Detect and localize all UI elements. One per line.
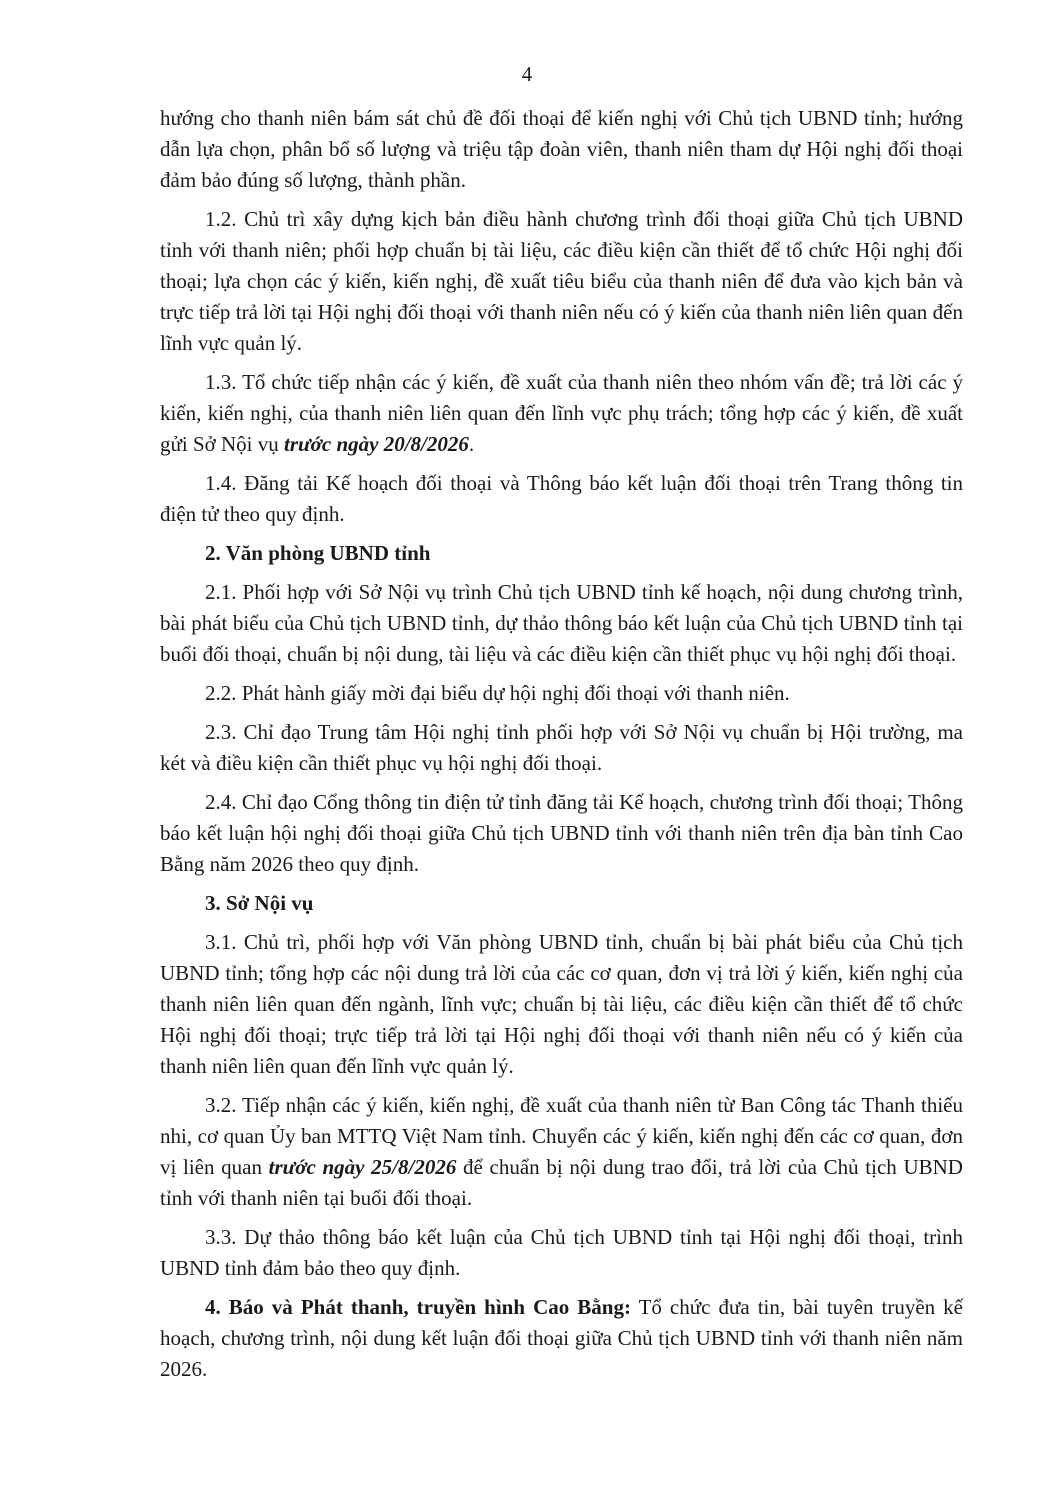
paragraph-1-3-text: 1.3. Tổ chức tiếp nhận các ý kiến, đề xuất của thanh niên theo nhóm vấn đề; trả lời các ý kiến, kiến nghị, của thanh niên liên quan đến lĩnh vực phụ trách; tổng hợp các ý kiến, đề xuất gửi Sở Nội vụ — [160, 370, 963, 456]
paragraph-2-4: 2.4. Chỉ đạo Cổng thông tin điện tử tỉnh đăng tải Kế hoạch, chương trình đối thoại; Thông báo kết luận hội nghị đối thoại giữa Chủ tịch UBND tỉnh với thanh niên trên địa bàn tỉnh Cao Bằng năm 2026 theo quy định. — [160, 790, 963, 876]
section-heading-3: 3. Sở Nội vụ — [205, 891, 314, 915]
paragraph-3-2-text: 3.2. Tiếp nhận các ý kiến, kiến nghị, đề xuất của thanh niên từ Ban Công tác Thanh thiếu nhi, cơ quan Ủy ban MTTQ Việt Nam tỉnh. Chuyển các ý kiến, kiến nghị đến các cơ quan, đơn vị liên quan — [160, 1093, 963, 1179]
paragraph-1-3-end: . — [468, 432, 475, 456]
section-heading-4: 4. Báo và Phát thanh, truyền hình Cao Bằng: — [205, 1295, 631, 1319]
document-body — [160, 103, 963, 1393]
paragraph-2-1: 2.1. Phối hợp với Sở Nội vụ trình Chủ tịch UBND tỉnh kế hoạch, nội dung chương trình, bài phát biểu của Chủ tịch UBND tỉnh, dự thảo thông báo kết luận của Chủ tịch UBND tỉnh tại buổi đối thoại, chuẩn bị nội dung, tài liệu và các điều kiện cần thiết phục vụ hội nghị đối thoại. — [160, 580, 963, 666]
paragraph-1-4: 1.4. Đăng tải Kế hoạch đối thoại và Thông báo kết luận đối thoại trên Trang thông tin điện tử theo quy định. — [160, 471, 963, 526]
page-number: 4 — [521, 62, 533, 86]
paragraph-continued: hướng cho thanh niên bám sát chủ đề đối thoại để kiến nghị với Chủ tịch UBND tỉnh; hướng dẫn lựa chọn, phân bổ số lượng và triệu tập đoàn viên, thanh niên tham dự Hội nghị đối thoại đảm bảo đúng số lượng, thành phần. — [160, 106, 963, 192]
deadline-3-2: trước ngày 25/8/2026 — [268, 1155, 457, 1179]
paragraph-4-text: Tổ chức đưa tin, bài tuyên truyền kế hoạch, chương trình, nội dung kết luận đối thoại giữa Chủ tịch UBND tỉnh với thanh niên năm 2026. — [160, 1295, 963, 1381]
paragraph-1-3 — [160, 367, 963, 460]
section-heading-2: 2. Văn phòng UBND tỉnh — [205, 541, 431, 565]
paragraph-3-1: 3.1. Chủ trì, phối hợp với Văn phòng UBND tỉnh, chuẩn bị bài phát biểu của Chủ tịch UBND tỉnh; tổng hợp các nội dung trả lời của các cơ quan, đơn vị trả lời ý kiến, kiến nghị của thanh niên liên quan đến ngành, lĩnh vực; chuẩn bị tài liệu, các điều kiện cần thiết để tổ chức Hội nghị đối thoại; trực tiếp trả lời tại Hội nghị đối thoại với thanh niên nếu có ý kiến của thanh niên liên quan đến lĩnh vực quản lý. — [160, 930, 963, 1078]
paragraph-3-2 — [160, 1090, 963, 1214]
deadline-1-3: trước ngày 20/8/2026 — [284, 432, 469, 456]
paragraph-2-3: 2.3. Chỉ đạo Trung tâm Hội nghị tỉnh phối hợp với Sở Nội vụ chuẩn bị Hội trường, ma két và điều kiện cần thiết phục vụ hội nghị đối thoại. — [160, 720, 963, 775]
paragraph-3-3: 3.3. Dự thảo thông báo kết luận của Chủ tịch UBND tỉnh tại Hội nghị đối thoại, trình UBND tỉnh đảm bảo theo quy định. — [160, 1225, 963, 1280]
paragraph-3-2-end: để chuẩn bị nội dung trao đổi, trả lời của Chủ tịch UBND tỉnh với thanh niên tại buổi đối thoại. — [160, 1155, 963, 1210]
paragraph-1-2: 1.2. Chủ trì xây dựng kịch bản điều hành chương trình đối thoại giữa Chủ tịch UBND tỉnh với thanh niên; phối hợp chuẩn bị tài liệu, các điều kiện cần thiết để tổ chức Hội nghị đối thoại; lựa chọn các ý kiến, kiến nghị, đề xuất tiêu biểu của thanh niên để đưa vào kịch bản và trực tiếp trả lời tại Hội nghị đối thoại với thanh niên nếu có ý kiến của thanh niên liên quan đến lĩnh vực quản lý. — [160, 207, 963, 355]
paragraph-2-2: 2.2. Phát hành giấy mời đại biểu dự hội nghị đối thoại với thanh niên. — [205, 681, 790, 705]
paragraph-4 — [160, 1292, 963, 1385]
